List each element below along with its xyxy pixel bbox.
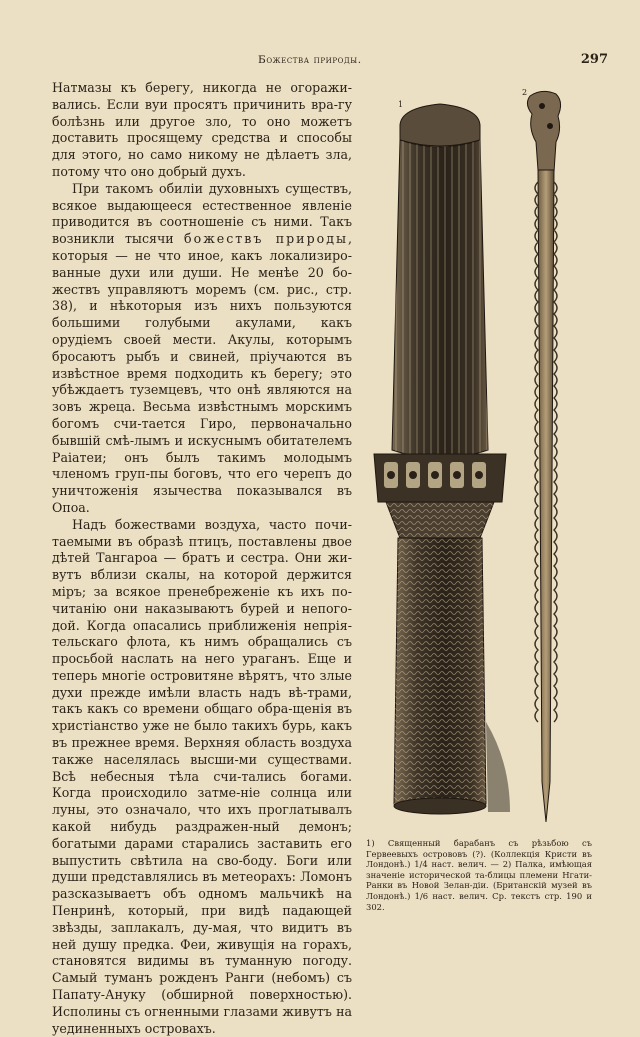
paragraph-2 [52, 181, 352, 517]
figure-illustration [360, 82, 600, 832]
page-number: 297 [580, 52, 608, 67]
figure-label-1: 1 [398, 100, 404, 109]
figure-caption: 1) Священный барабанъ съ рѣзьбою съ Гервеевыхъ острововъ (?). (Коллекція Кристи въ Лондонѣ.) 1/4 наст. велич. — 2) Палка, имѣющая значеніе исторической та-блицы племени Нгати-Ранки въ Новой Зелан-діи. (Британскій музей въ Лондонѣ.) 1/6 наст. велич. Ср. текстъ стр. 190 и 302. [366, 838, 592, 912]
paragraph-2-start: При такомъ обиліи духовныхъ существъ, всякое выдающееся естественное явленіе приводится въ соотношеніе съ ними. Такъ возникли тысячи [52, 180, 352, 247]
body-text-column [52, 80, 352, 1037]
figure-label-2: 2 [522, 88, 528, 97]
paragraph-2-rest: , которыя — не что иное, какъ локализиро-ванные духи или души. Не менѣе 20 бо-жествъ управляютъ моремъ (см. рис., стр. 38), и нѣкоторыя изъ нихъ пользуются большими голубыми акулами, какъ орудіемъ своей мести. Акулы, которымъ бросаютъ рыбъ и свиней, пріучаются въ извѣстное время подходить къ берегу; это убѣждаетъ туземцевъ, что онѣ являются на зовъ жреца. Весьма извѣстнымъ морскимъ богомъ счи-тается Гиро, первоначально бывшій смѣ-лымъ и искуснымъ обитателемъ Раіатеи; онъ былъ такимъ молодымъ членомъ груп-пы боговъ, что его черепъ до уничтоженія язычества показывался въ Опоа. [52, 231, 353, 515]
spaced-term: божествъ природы [184, 231, 348, 247]
running-title: Божества природы. [258, 54, 362, 66]
paragraph-1: Натмазы къ берегу, никогда не огоражи-вались. Если вуи просятъ причинить вра-гу болѣзнь или другое зло, то оно можетъ доставить просящему средства и способы для этого, но само никому не дѣлаетъ зла, потому что оно добрый духъ. [52, 80, 352, 179]
carved-staff-drawing [527, 91, 560, 822]
carved-drum-drawing [374, 104, 510, 814]
page-header [0, 52, 640, 72]
paragraph-3: Надъ божествами воздуха, часто почи-таемыми въ образѣ птицъ, поставлены двое дѣтей Тангароа — братъ и сестра. Они жи-вутъ вблизи скалы, на которой держится міръ; за всякое пренебреженіе къ ихъ по-читанію они наказываютъ бурей и непого-дой. Когда опасались приближенія непрія-тельскаго флота, къ нимъ обращались съ просьбой наслать на него ураганъ. Еще и теперь многіе островитяне вѣрятъ, что злые духи прежде имѣли власть надъ вѣ-трами, такъ какъ со времени общаго обра-щенія въ христіанство уже не было такихъ бурь, какъ въ прежнее время. Верхняя область воздуха также населялась высши-ми существами. Всѣ небесныя тѣла счи-тались богами. Когда происходило затме-ніе солнца или луны, это означало, что ихъ проглатывалъ какой нибудь раздражен-ный демонъ; богатыми дарами старались заставить его выпустить свѣтила на сво-боду. Боги или души представлялись въ метеорахъ: Ломонъ разсказываетъ объ одномъ мальчикѣ на Пенринѣ, который, при видѣ падающей звѣзды, заплакалъ, ду-мая, что видитъ въ ней душу предка. Феи, живущія на горахъ, становятся видимы въ туманную погоду. Самый туманъ рожденъ Ранги (небомъ) съ Папату-Ануку (обширной поверхностью). Исполины съ огненными глазами живутъ на уединенныхъ островахъ. [52, 516, 352, 1036]
figure-area [360, 82, 600, 832]
